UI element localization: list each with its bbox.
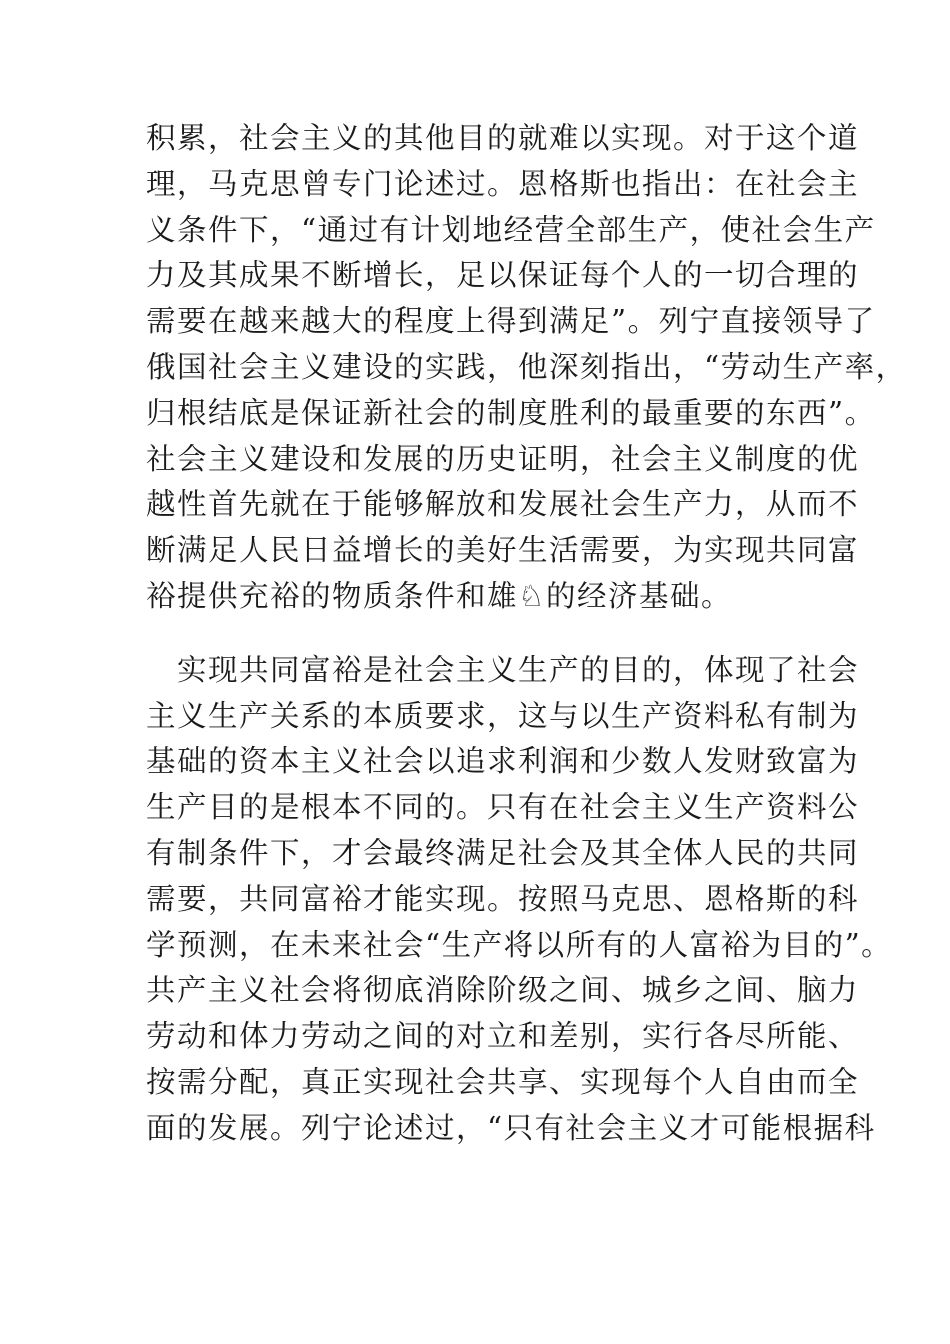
text-line: 归根结底是保证新社会的制度胜利的最重要的东西”。 [146, 395, 876, 430]
text-line: 劳动和体力劳动之间的对立和差别，实行各尽所能、 [146, 1019, 860, 1054]
paragraph-spacer [146, 620, 816, 648]
text-line: 生产目的是根本不同的。只有在社会主义生产资料公 [146, 790, 860, 825]
text-line: 学预测，在未来社会“生产将以所有的人富裕为目的”。 [146, 927, 893, 962]
text-line: 越性首先就在于能够解放和发展社会生产力，从而不 [146, 487, 860, 522]
body-text [146, 116, 907, 1152]
paragraph-1 [146, 116, 907, 620]
text-line: 需要在越来越大的程度上得到满足”。列宁直接领导了 [146, 304, 876, 339]
text-line: 主义生产关系的本质要求，这与以生产资料私有制为 [146, 698, 860, 733]
text-line: 基础的资本主义社会以追求利润和少数人发财致富为 [146, 744, 860, 779]
text-line: 有制条件下，才会最终满足社会及其全体人民的共同 [146, 835, 860, 870]
text-line: 理，马克思曾专门论述过。恩格斯也指出：在社会主 [146, 166, 860, 201]
text-line: 俄国社会主义建设的实践，他深刻指出，“劳动生产率， [146, 349, 907, 384]
text-line: 实现共同富裕是社会主义生产的目的，体现了社会 [146, 652, 860, 687]
paragraph-2 [146, 648, 893, 1152]
text-line: 义条件下，“通过有计划地经营全部生产，使社会生产 [146, 212, 876, 247]
text-line: 裕提供充裕的物质条件和雄♘的经济基础。 [146, 578, 732, 613]
text-line: 共产主义社会将彻底消除阶级之间、城乡之间、脑力 [146, 973, 860, 1008]
text-line: 积累，社会主义的其他目的就难以实现。对于这个道 [146, 121, 860, 155]
text-line: 力及其成果不断增长，足以保证每个人的一切合理的 [146, 258, 860, 293]
text-line: 面的发展。列宁论述过，“只有社会主义才可能根据科 [146, 1110, 876, 1145]
text-line: 社会主义建设和发展的历史证明，社会主义制度的优 [146, 441, 860, 476]
text-line: 按需分配，真正实现社会共享、实现每个人自由而全 [146, 1064, 860, 1099]
text-line: 需要，共同富裕才能实现。按照马克思、恩格斯的科 [146, 881, 860, 916]
text-line: 断满足人民日益增长的美好生活需要，为实现共同富 [146, 533, 860, 568]
